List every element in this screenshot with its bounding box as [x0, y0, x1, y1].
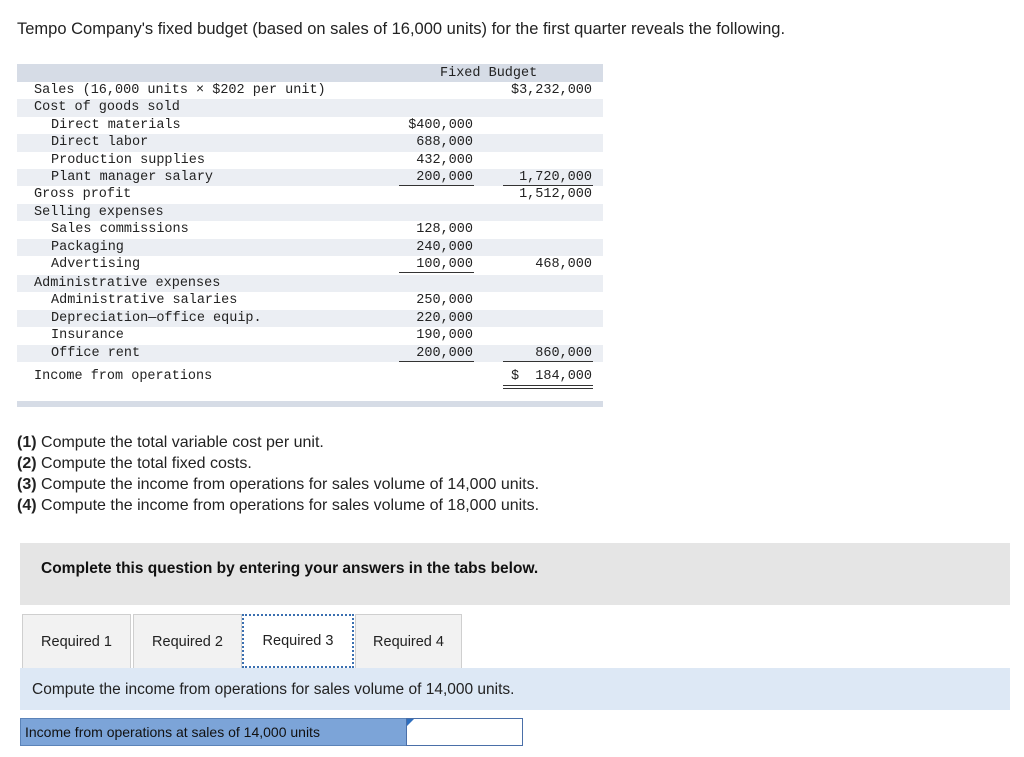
panel-prompt: Compute the income from operations for sales volume of 14,000 units.	[32, 681, 515, 698]
table-row	[17, 292, 603, 309]
tab-required-3[interactable]: Required 3	[242, 614, 354, 668]
row-label: Selling expenses	[34, 204, 164, 220]
instruction-banner	[20, 543, 1010, 605]
column-heading-fixed-budget: Fixed Budget	[440, 66, 538, 81]
row-amount: 688,000	[416, 135, 473, 151]
problem-intro: Tempo Company's fixed budget (based on sales of 16,000 units) for the first quarter reveals the following.	[17, 20, 786, 38]
row-label: Administrative salaries	[51, 293, 238, 309]
row-total: $ 184,000	[510, 369, 592, 384]
question-item	[17, 495, 539, 516]
table-row	[17, 82, 603, 99]
row-total: 468,000	[535, 257, 592, 272]
row-amount: 200,000	[416, 170, 473, 185]
row-label: Gross profit	[34, 187, 132, 203]
row-label: Sales commissions	[51, 222, 189, 238]
question-number: (3)	[17, 476, 37, 493]
subtotal-underline	[503, 361, 593, 362]
table-row	[17, 368, 603, 385]
table-row	[17, 134, 603, 151]
tab-panel-header	[20, 668, 1010, 710]
row-amount: 100,000	[416, 257, 473, 272]
tab-required-1[interactable]: Required 1	[22, 614, 131, 668]
table-row	[17, 310, 603, 327]
row-label: Production supplies	[51, 152, 205, 168]
question-number: (4)	[17, 497, 37, 514]
table-row	[17, 256, 603, 273]
row-amount: $400,000	[408, 117, 473, 133]
table-row	[17, 186, 603, 203]
question-item	[17, 474, 539, 495]
table-row	[17, 152, 603, 169]
row-total: $3,232,000	[510, 83, 592, 98]
table-row	[17, 327, 603, 344]
total-underline	[503, 388, 593, 389]
input-corner-marker-icon	[407, 719, 414, 726]
row-total: 860,000	[535, 345, 592, 361]
question-text: Compute the total fixed costs.	[41, 455, 252, 472]
question-number: (1)	[17, 434, 37, 451]
subtotal-underline	[399, 272, 474, 273]
row-amount: 220,000	[416, 310, 473, 326]
row-amount: 200,000	[416, 345, 473, 361]
subtotal-underline	[503, 185, 593, 186]
total-underline	[503, 385, 593, 386]
table-row	[17, 117, 603, 134]
question-item	[17, 432, 539, 453]
income-from-operations-input[interactable]	[406, 718, 523, 746]
instruction-text: Complete this question by entering your answers in the tabs below.	[41, 560, 539, 577]
row-label: Depreciation—office equip.	[51, 310, 262, 326]
question-text: Compute the income from operations for sales volume of 14,000 units.	[41, 476, 540, 493]
row-amount: 432,000	[416, 152, 473, 168]
question-text: Compute the income from operations for sales volume of 18,000 units.	[41, 497, 540, 514]
table-row	[17, 345, 603, 362]
table-row	[17, 99, 603, 116]
row-label: Sales (16,000 units × $202 per unit)	[34, 83, 326, 98]
row-amount: 190,000	[416, 328, 473, 344]
row-label: Packaging	[51, 239, 124, 255]
row-label: Direct labor	[51, 135, 149, 151]
question-item	[17, 453, 539, 474]
row-label: Cost of goods sold	[34, 100, 180, 116]
subtotal-underline	[399, 185, 474, 186]
table-row	[17, 169, 603, 186]
row-label: Direct materials	[51, 117, 181, 133]
table-row	[17, 239, 603, 256]
row-amount: 240,000	[416, 239, 473, 255]
question-text: Compute the total variable cost per unit.	[41, 434, 324, 451]
tab-required-2[interactable]: Required 2	[133, 614, 242, 668]
row-total: 1,512,000	[519, 187, 592, 203]
table-footer-band	[17, 401, 603, 407]
row-total: 1,720,000	[519, 170, 592, 185]
tab-required-4[interactable]: Required 4	[355, 614, 462, 668]
table-row	[17, 275, 603, 292]
row-label: Office rent	[51, 345, 141, 361]
row-amount: 128,000	[416, 222, 473, 238]
fixed-budget-table	[17, 64, 603, 407]
subtotal-underline	[399, 361, 474, 362]
question-list	[17, 432, 539, 516]
row-label: Administrative expenses	[34, 276, 221, 291]
row-label: Plant manager salary	[51, 170, 214, 185]
question-number: (2)	[17, 455, 37, 472]
row-label: Insurance	[51, 328, 124, 344]
row-label: Income from operations	[34, 369, 213, 384]
answer-label: Income from operations at sales of 14,000 units	[20, 718, 407, 746]
table-row	[17, 204, 603, 221]
row-amount: 250,000	[416, 293, 473, 309]
row-label: Advertising	[51, 257, 141, 272]
table-row	[17, 221, 603, 238]
